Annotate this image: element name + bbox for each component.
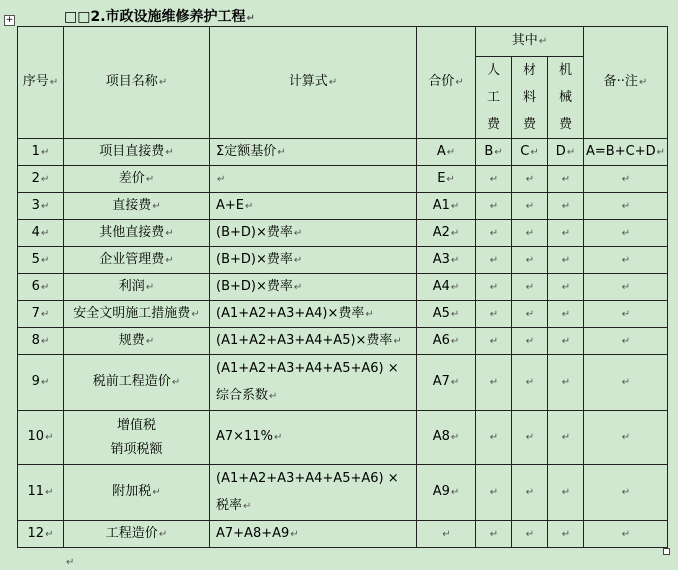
cell-total[interactable]: A3↵ <box>417 247 476 274</box>
cell-machine[interactable]: D↵ <box>548 139 584 166</box>
cell-name[interactable]: 规费↵ <box>64 328 210 355</box>
cell-remark[interactable]: ↵ <box>584 220 668 247</box>
cell-machine[interactable]: ↵ <box>548 465 584 521</box>
cell-name[interactable]: 其他直接费↵ <box>64 220 210 247</box>
table-row <box>18 355 668 411</box>
cell-name[interactable]: 附加税↵ <box>64 465 210 521</box>
cell-name[interactable]: 增值税 销项税额 <box>64 411 210 465</box>
cell-seq[interactable]: 12↵ <box>18 521 64 548</box>
cell-labor[interactable]: ↵ <box>476 328 512 355</box>
cell-machine[interactable]: ↵ <box>548 166 584 193</box>
cell-name[interactable]: 工程造价↵ <box>64 521 210 548</box>
header-group: 其中↵ <box>476 27 584 57</box>
pilcrow-mark: ↵ <box>66 557 75 568</box>
cell-labor[interactable]: B↵ <box>476 139 512 166</box>
cell-machine[interactable]: ↵ <box>548 193 584 220</box>
cell-formula[interactable]: (A1+A2+A3+A4+A5)×费率↵ <box>210 328 417 355</box>
table-move-handle-icon[interactable]: + <box>5 15 14 25</box>
cell-machine[interactable]: ↵ <box>548 521 584 548</box>
table-row <box>18 193 668 220</box>
cell-seq[interactable]: 11↵ <box>18 465 64 521</box>
cell-material[interactable]: ↵ <box>512 301 548 328</box>
header-total: 合价↵ <box>417 27 476 139</box>
cell-name[interactable]: 项目直接费↵ <box>64 139 210 166</box>
cell-material[interactable]: ↵ <box>512 521 548 548</box>
cell-total[interactable]: A↵ <box>417 139 476 166</box>
table-row <box>18 411 668 465</box>
cell-labor[interactable]: ↵ <box>476 301 512 328</box>
cell-material[interactable]: ↵ <box>512 193 548 220</box>
cell-seq[interactable]: 3↵ <box>18 193 64 220</box>
cell-material[interactable]: ↵ <box>512 411 548 465</box>
cell-formula[interactable]: (B+D)×费率↵ <box>210 220 417 247</box>
cell-remark[interactable]: ↵ <box>584 166 668 193</box>
cell-labor[interactable]: ↵ <box>476 521 512 548</box>
cell-labor[interactable]: ↵ <box>476 247 512 274</box>
cell-name[interactable]: 直接费↵ <box>64 193 210 220</box>
cell-total[interactable]: A8↵ <box>417 411 476 465</box>
pilcrow-mark: ↵ <box>246 13 255 24</box>
cell-seq[interactable]: 5↵ <box>18 247 64 274</box>
cell-seq[interactable]: 1↵ <box>18 139 64 166</box>
cell-remark[interactable]: ↵ <box>584 193 668 220</box>
cell-labor[interactable]: ↵ <box>476 193 512 220</box>
cell-formula[interactable]: (A1+A2+A3+A4)×费率↵ <box>210 301 417 328</box>
cell-machine[interactable]: ↵ <box>548 220 584 247</box>
cell-machine[interactable]: ↵ <box>548 274 584 301</box>
cell-material[interactable]: ↵ <box>512 220 548 247</box>
cell-labor[interactable]: ↵ <box>476 465 512 521</box>
cell-machine[interactable]: ↵ <box>548 328 584 355</box>
table-row <box>18 301 668 328</box>
cell-material[interactable]: ↵ <box>512 247 548 274</box>
cell-total[interactable]: A4↵ <box>417 274 476 301</box>
cell-seq[interactable]: 9↵ <box>18 355 64 411</box>
table-row <box>18 521 668 548</box>
cell-material[interactable]: ↵ <box>512 274 548 301</box>
section-title <box>64 6 255 26</box>
cell-material[interactable]: ↵ <box>512 328 548 355</box>
cell-labor[interactable]: ↵ <box>476 411 512 465</box>
cell-machine[interactable]: ↵ <box>548 247 584 274</box>
cell-name[interactable]: 安全文明施工措施费↵ <box>64 301 210 328</box>
cell-remark[interactable]: ↵ <box>584 274 668 301</box>
table-row <box>18 465 668 521</box>
cell-machine[interactable]: ↵ <box>548 301 584 328</box>
cell-formula[interactable]: (A1+A2+A3+A4+A5+A6) × 税率↵ <box>210 465 417 521</box>
cell-name[interactable]: 利润↵ <box>64 274 210 301</box>
table-resize-handle[interactable] <box>663 548 670 555</box>
header-name: 项目名称↵ <box>64 27 210 139</box>
cell-total[interactable]: E↵ <box>417 166 476 193</box>
cell-seq[interactable]: 4↵ <box>18 220 64 247</box>
cell-machine[interactable]: ↵ <box>548 355 584 411</box>
section-title-text: □□2.市政设施维修养护工程 <box>64 9 246 25</box>
table-row <box>18 166 668 193</box>
cell-total[interactable]: A7↵ <box>417 355 476 411</box>
header-labor: 人 工 费 <box>476 57 512 139</box>
cell-name[interactable]: 税前工程造价↵ <box>64 355 210 411</box>
cell-labor[interactable]: ↵ <box>476 166 512 193</box>
table-row <box>18 220 668 247</box>
cell-labor[interactable]: ↵ <box>476 355 512 411</box>
cell-name[interactable]: 企业管理费↵ <box>64 247 210 274</box>
cell-remark[interactable]: ↵ <box>584 521 668 548</box>
cell-formula[interactable]: A7×11%↵ <box>210 411 417 465</box>
table-row <box>18 328 668 355</box>
cell-total[interactable]: A2↵ <box>417 220 476 247</box>
cell-formula[interactable]: Σ定额基价↵ <box>210 139 417 166</box>
cell-remark[interactable]: ↵ <box>584 301 668 328</box>
cell-total[interactable]: A1↵ <box>417 193 476 220</box>
header-material: 材 料 费 <box>512 57 548 139</box>
cell-total[interactable]: A5↵ <box>417 301 476 328</box>
cell-remark[interactable]: ↵ <box>584 328 668 355</box>
header-seq: 序号↵ <box>18 27 64 139</box>
cell-formula[interactable]: (B+D)×费率↵ <box>210 247 417 274</box>
cell-seq[interactable]: 7↵ <box>18 301 64 328</box>
cell-remark[interactable]: ↵ <box>584 355 668 411</box>
header-remark: 备··注↵ <box>584 27 668 139</box>
cell-material[interactable]: ↵ <box>512 166 548 193</box>
table-row <box>18 139 668 166</box>
cell-formula[interactable]: (A1+A2+A3+A4+A5+A6) × 综合系数↵ <box>210 355 417 411</box>
cell-remark[interactable]: ↵ <box>584 465 668 521</box>
cell-material[interactable]: C↵ <box>512 139 548 166</box>
cell-remark[interactable]: ↵ <box>584 247 668 274</box>
cell-labor[interactable]: ↵ <box>476 274 512 301</box>
cell-material[interactable]: ↵ <box>512 465 548 521</box>
header-formula: 计算式↵ <box>210 27 417 139</box>
cell-name[interactable]: 差价↵ <box>64 166 210 193</box>
cell-seq[interactable]: 6↵ <box>18 274 64 301</box>
cell-seq[interactable]: 10↵ <box>18 411 64 465</box>
cost-table <box>17 26 668 548</box>
header-machine: 机 械 费 <box>548 57 584 139</box>
table-row <box>18 247 668 274</box>
cell-total[interactable]: A6↵ <box>417 328 476 355</box>
cell-formula[interactable]: A7+A8+A9↵ <box>210 521 417 548</box>
cell-labor[interactable]: ↵ <box>476 220 512 247</box>
cell-total[interactable]: A9↵ <box>417 465 476 521</box>
cell-formula[interactable]: A+E↵ <box>210 193 417 220</box>
cell-formula[interactable]: (B+D)×费率↵ <box>210 274 417 301</box>
cell-total[interactable]: ↵ <box>417 521 476 548</box>
cell-remark[interactable]: A=B+C+D↵ <box>584 139 668 166</box>
cell-remark[interactable]: ↵ <box>584 411 668 465</box>
cell-machine[interactable]: ↵ <box>548 411 584 465</box>
table-row <box>18 274 668 301</box>
cell-formula[interactable]: ↵ <box>210 166 417 193</box>
cell-seq[interactable]: 8↵ <box>18 328 64 355</box>
cell-material[interactable]: ↵ <box>512 355 548 411</box>
cell-seq[interactable]: 2↵ <box>18 166 64 193</box>
